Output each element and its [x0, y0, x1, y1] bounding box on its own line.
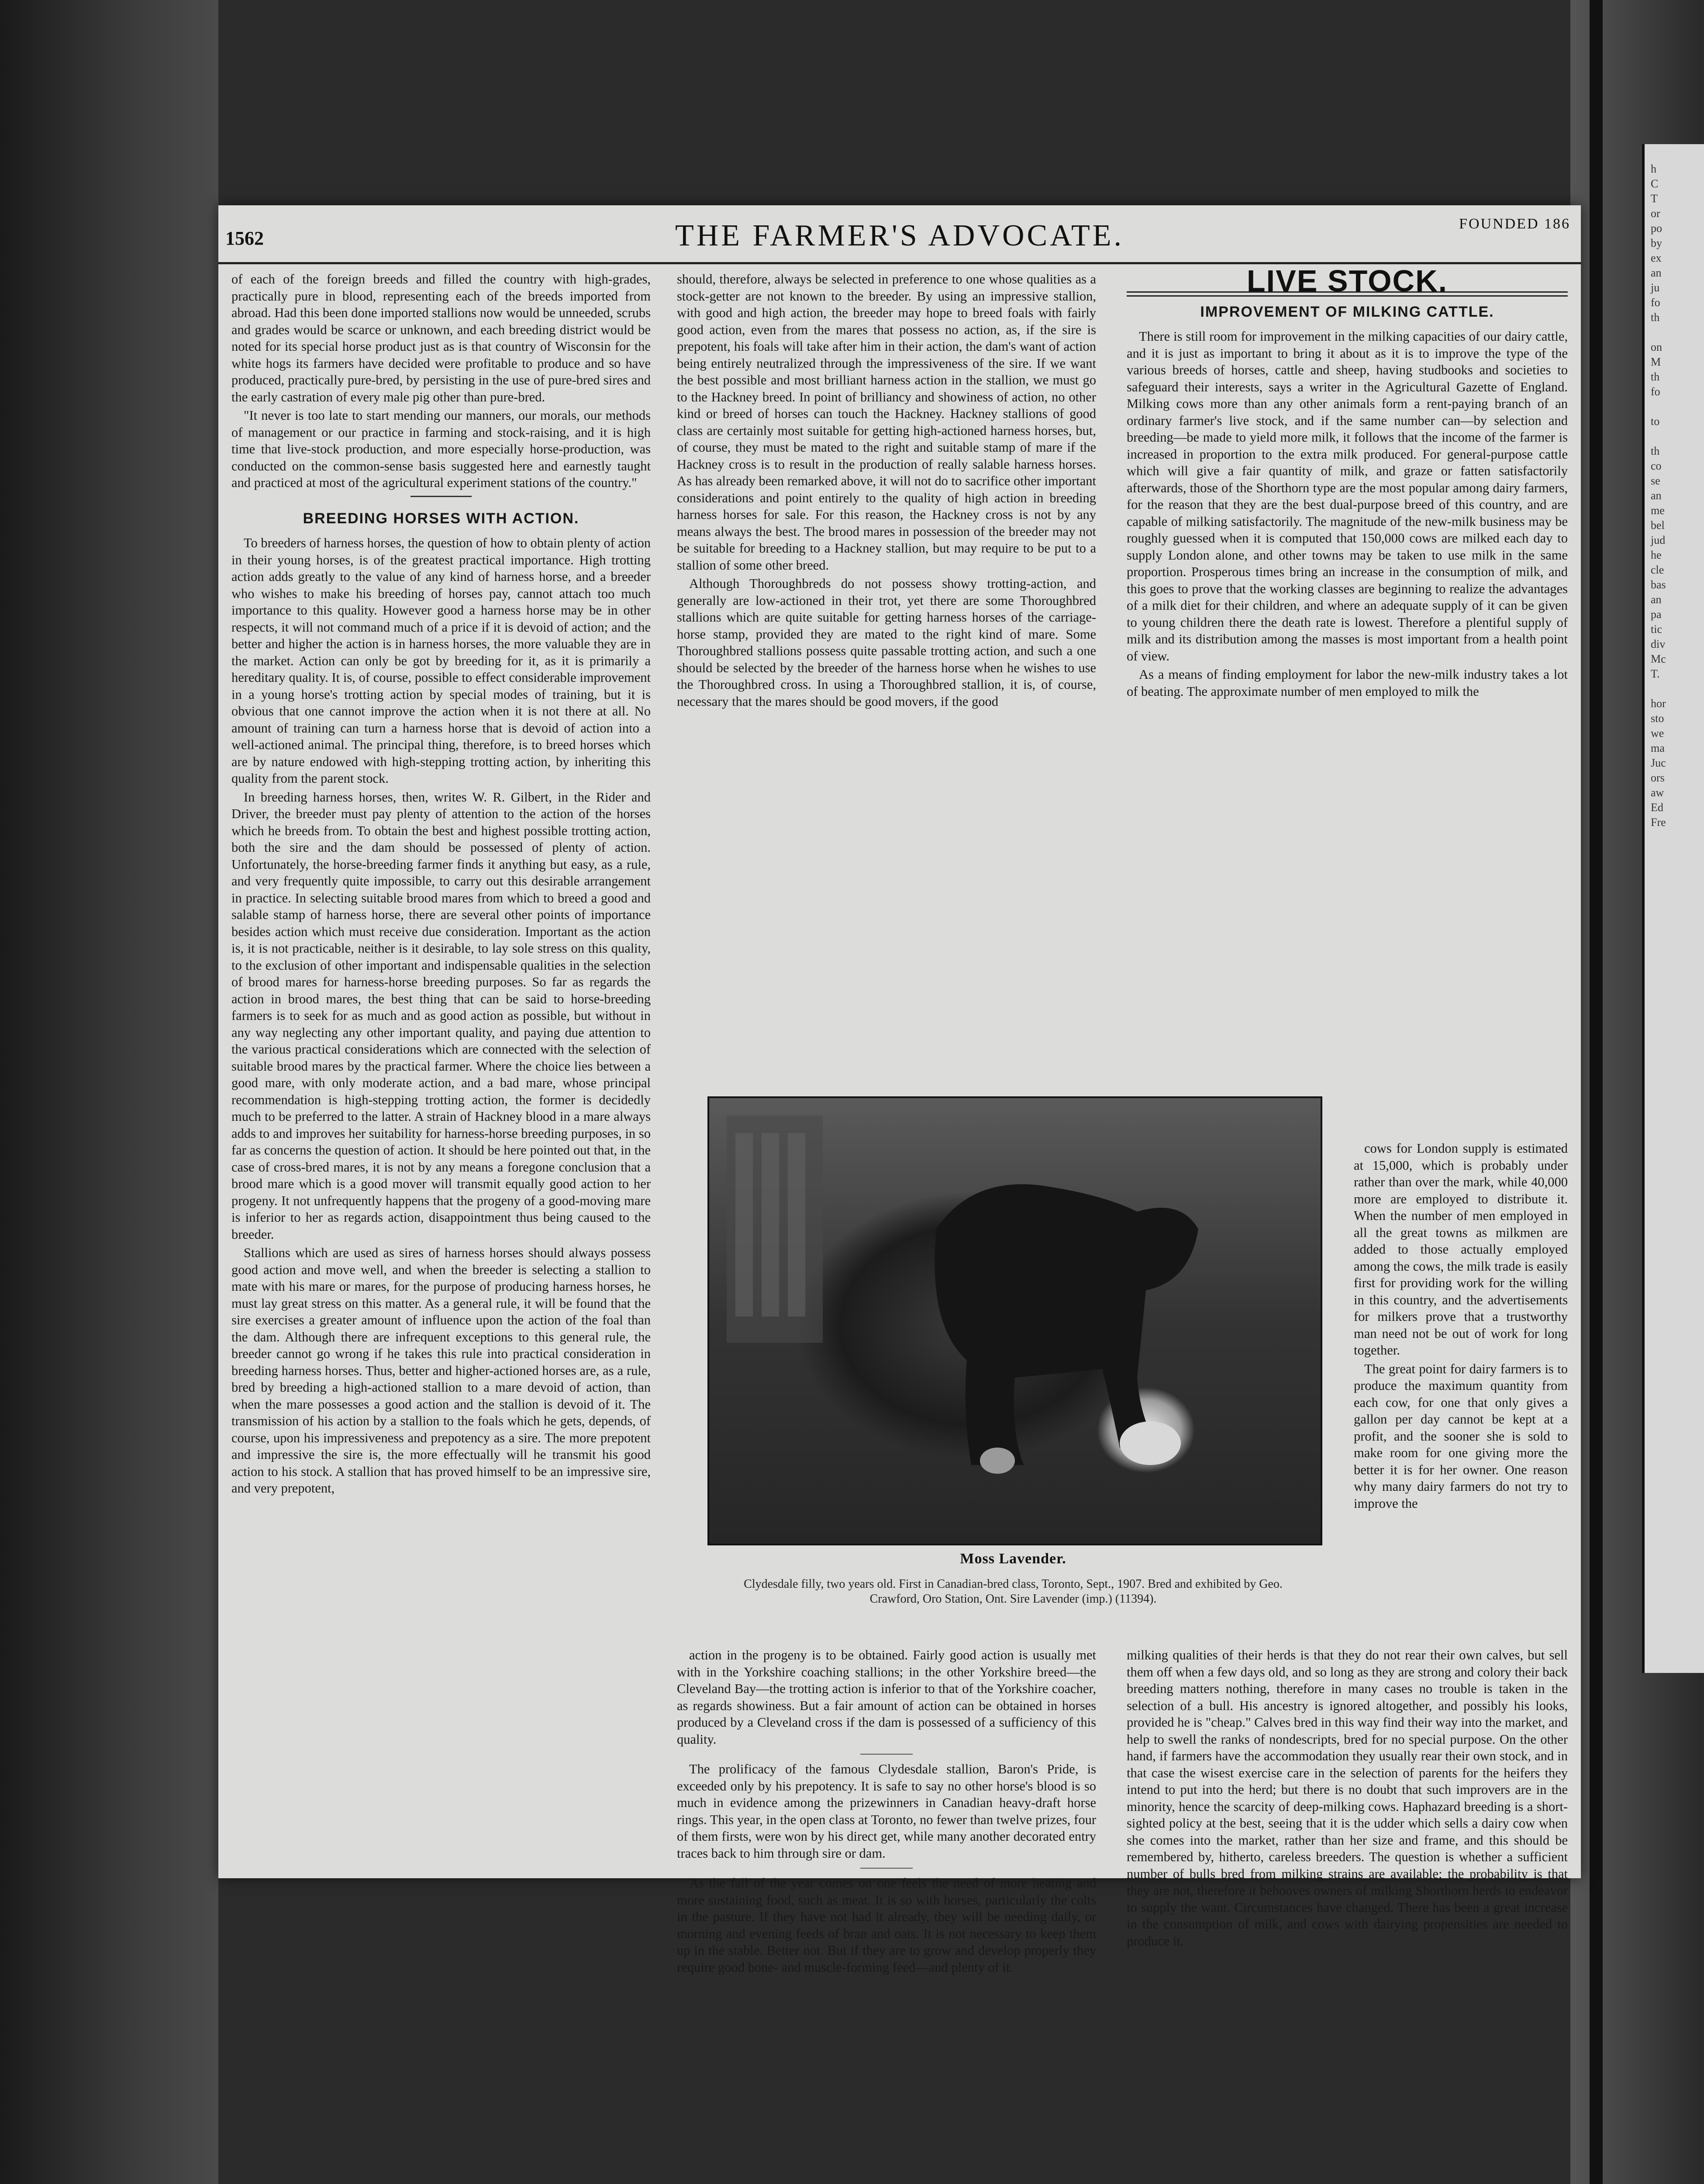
- divider: [860, 1754, 913, 1755]
- paragraph: Although Thoroughbreds do not possess showy trotting-action, and generally are low-actioned in their trot, yet there are some Thoroughbred stallions which are quite suitable for getting harness horses of the carriage-horse stamp, provided they are mated to the right kind of mare. Some Thoroughbred stallions possess quite passable trotting action, and such a one should be selected by the breeder of the harness horse when he wishes to use the Thoroughbred cross. In using a Thoroughbred stallion, it is, of course, necessary that the mares should be good movers, if the good: [677, 576, 1096, 709]
- paragraph: The great point for dairy farmers is to produce the maximum quantity from each cow, for one that only gives a gallon per day cannot be kept at a profit, and the sooner she is sold to make room for one giving more the better it is for her owner. One reason why many dairy farmers do not try to improve the: [1354, 1361, 1568, 1511]
- paragraph: To breeders of harness horses, the question of how to obtain plenty of action in their young horses, is of the greatest practical importance. High trotting action adds greatly to the value of any kind of harness horse, and a breeder who wishes to make his breeding of horses pay, cannot attach too much importance to this quality. However good a harness horse may be in other respects, it will not command much of a price if it is devoid of action; and the better and higher the action is in harness horses, the more valuable they are in the market. Action can only be got by breeding for it, as it is primarily a hereditary quality. It is, of course, possible to effect considerable improvement in a young horse's trotting action by special modes of training, but it is obvious that one cannot improve the action when it is not there at all. No amount of training can turn a harness horse that is devoid of action into a well-actioned animal. The principal thing, therefore, is to breed horses which are by nature endowed with high-stepping trotting action, by inheriting this quality from the parent stock.: [231, 536, 651, 786]
- column-3-wrap: [1354, 1140, 1568, 1642]
- page-header: [218, 205, 1581, 264]
- photo-block: [707, 1096, 1319, 1642]
- divider: [410, 496, 472, 497]
- paragraph: action in the progeny is to be obtained. Fairly good action is usually met with in the Yorkshire coaching stallions; in the other Yorkshire breed—the Cleveland Bay—the trotting action is inferior to that of the Yorkshire coacher, as regards showiness. But a fair amount of action can be obtained in horses produced by a Cleveland cross if the dam is possessed of a sufficiency of this quality.: [677, 1648, 1096, 1747]
- paragraph: should, therefore, always be selected in preference to one whose qualities as a stock-getter are not known to the breeder. By using an impressive stallion, with good and high action, the breeder may hope to breed foals with fairly good action, even from the mares that possess no action, as, if the sire is prepotent, his foals will take after him in their action, the dam's want of action being entirely neutralized through the impressiveness of the sire. If we want the best possible and most brilliant harness action in the stallion, we must go to the Hackney breed. In point of brilliancy and showiness of action, no other kind or breed of horses can touch the Hackney. Hackney stallions of good class are certainly most suitable for getting high-actioned harness horses, but, of course, they must be mated to the right and suitable stamp of mare if the Hackney cross is to result in the production of really salable harness horses. As has already been remarked above, it will not do to sacrifice other important considerations and point entirely to the quality of high action in breeding harness horses for sale. For this reason, the Hackney cross is not by any means always the best. The brood mares in possession of the breeder may not be suitable for breeding to a Hackney stallion, but may require to be put to a stallion of some other breed.: [677, 272, 1096, 573]
- horse-photograph: [707, 1096, 1322, 1545]
- divider: [860, 1868, 913, 1869]
- page-number: 1562: [225, 228, 264, 249]
- paragraph: The prolificacy of the famous Clydesdale stallion, Baron's Pride, is exceeded only by his prepotency. It is safe to say no other horse's blood is so much in evidence among the prizewinners in Canadian heavy-draft horse rings. This year, in the open class at Toronto, no fewer than twelve prizes, four of them firsts, were won by his direct get, while many another decorated entry traces back to him through sire or dam.: [677, 1762, 1096, 1861]
- article-heading-breeding-horses: BREEDING HORSES WITH ACTION.: [303, 510, 579, 527]
- scan-background-left: [0, 0, 218, 2184]
- paragraph: As the fall of the year comes on one feels the need of more heating and more sustaining food, such as meat. It is so with horses, particularly the colts in the pasture. If they have not had it already, they will be needing daily, or morning and evening feeds of bran and oats. It is not necessary to keep them up in the stable. Better not. But if they are to grow and develop properly they require good bone- and muscle-forming feed—and plenty of it.: [677, 1876, 1096, 1975]
- paragraph: of each of the foreign breeds and filled the country with high-grades, practically pure in blood, representing each of the breeds imported from abroad. Had this been done imported stallions now would be unneeded, scrubs and grades would be scarce or unknown, and each breeding district would be noted for its special horse product just as is that country of Wisconsin for the white hogs its farmers have decided were profitable to produce and so have produced, practically pure-bred, by persisting in the use of pure-bred sires and the early castration of every male pig other than pure-bred.: [231, 272, 651, 404]
- paragraph: Stallions which are used as sires of harness horses should always possess good action and move well, and when the breeder is selecting a stallion to mate with his mare or mares, for the purpose of producing harness horses, he must lay great stress on this matter. As a general rule, it will be found that the sire exercises a greater amount of influence upon the action of the foal than the dam. Although there are infrequent exceptions to this general rule, the breeder cannot go wrong if he takes this rule into practical consideration in breeding harness horses. Thus, better and higher-actioned horses are, as a rule, bred by breeding a high-actioned stallion to a mare devoid of action, than when the mare possesses a good action and the stallion is devoid of it. The transmission of his action by a stallion to the foals which he gets, depends, of course, upon his impressiveness and prepotency as a sire. The more prepotent and impressive the sire is, the more effectually will he transmit his good action to his stock. A stallion that has proved himself to be an impressive sire, and very prepotent,: [231, 1245, 651, 1496]
- paragraph: "It never is too late to start mending our manners, our morals, our methods of management or our practice in farming and stock-raising, and it is high time that live-stock production, and more especially horse-production, was conducted on the common-sense basis suggested here and earnestly taught and practiced at most of the agricultural experiment stations of the country.": [231, 408, 651, 490]
- horse-silhouette-image: [709, 1098, 1317, 1540]
- founded-label: FOUNDED 186: [1459, 216, 1570, 232]
- page-binding-edge: [1590, 0, 1603, 2184]
- section-title-live-stock: LIVE STOCK.: [1246, 264, 1448, 298]
- column-3: [1127, 264, 1568, 1136]
- photo-title: Moss Lavender.: [960, 1551, 1066, 1567]
- adjacent-page-text: h C T or po by ex an ju fo th on M th fo to th co se an me bel jud he cle bas an pa tic div Mc T. hor sto we ma Juc ors aw Ed Fre: [1651, 162, 1666, 829]
- photo-caption: Clydesdale filly, two years old. First in Canadian-bred class, Toronto, Sept., 1907. Bred and exhibited by Geo. Crawford, Oro Station, Ont. Sire Lavender (imp.) (11394).: [744, 1577, 1283, 1606]
- column-2-lower: [677, 1647, 1096, 1975]
- column-3-lower: [1127, 1647, 1568, 1949]
- column-2: [677, 271, 1096, 1101]
- paragraph: cows for London supply is estimated at 15,000, which is probably under rather than over the mark, while 40,000 more are employed to distribute it. When the number of men employed in all the great towns as milkmen are added to those actually employed among the cows, the milk trade is easily first for providing work for the willing in this country, and the advertisements for milkers prove that a trustworthy man need not be out of work for long together.: [1354, 1141, 1568, 1358]
- paragraph: milking qualities of their herds is that they do not rear their own calves, but sell them off when a few days old, and so long as they are strong and colory their back breeding matters nothing, therefore in many cases no trouble is taken in the selection of a bull. His ancestry is ignored altogether, and possibly his looks, provided he is "cheap." Calves bred in this way find their way into the market, and help to swell the ranks of nondescripts, bred for no special purpose. On the other hand, if farmers have the accommodation they usually rear their own stock, and in that case the wisest exercise care in the selection of parents for the heifers they intend to put into the herd; but there is no doubt that such improvers are in the minority, hence the scarcity of deep-milking cows. Haphazard breeding is a short-sighted policy at the best, seeing that it is the udder which sells a dairy cow when she comes into the market, rather than her size and frame, and this should be remembered by, hitherto, careless breeders. The question is whether a sufficient number of bulls bred from milking strains are available; the probability is that they are not, therefore it behooves owners of milking Shorthorn herds to endeavor to supply the want. Circumstances have changed. There has been a great increase in the consumption of milk, and cows with dairying propensities are needed to produce it.: [1127, 1648, 1568, 1949]
- article-heading-milking-cattle: IMPROVEMENT OF MILKING CATTLE.: [1200, 303, 1494, 320]
- column-1: [231, 271, 651, 1861]
- newspaper-title: THE FARMER'S ADVOCATE.: [675, 219, 1125, 252]
- paragraph: There is still room for improvement in the milking capacities of our dairy cattle, and it is just as important to bring it about as it is to improve the type of the various breeds of horses, cattle and sheep, having studbooks and societies to safeguard their interests, says a writer in the Agricultural Gazette of England. Milking cows more than any other animals form a rent-paying branch of an ordinary farmer's live stock, and if the same number can—by selection and breeding—be made to yield more milk, it follows that the income of the farmer is increased in proportion to the extra milk produced. For general-purpose cattle which will give a fair quantity of milk, and graze or fatten satisfactorily afterwards, those of the Shorthorn type are the most popular among dairy farmers, for the reason that they are the best dual-purpose breed of this country, and are capable of milking satisfactorily. The magnitude of the new-milk business may be roughly guessed when it is computed that 150,000 cows are milked each day to supply London alone, and other towns may be taken to use milk in the same proportion. Prosperous times bring an increase in the consumption of milk, and this goes to prove that the working classes are beginning to realize the advantages of a milk diet for their children, and where an adequate supply of it can be given to young children there the death rate is lowest. Therefore a plentiful supply of milk and its distribution among the masses is most important from a health point of view.: [1127, 329, 1568, 663]
- newspaper-page: [218, 205, 1581, 1975]
- paragraph: As a means of finding employment for labor the new-milk industry takes a lot of beating. The approximate number of men employed to milk the: [1127, 667, 1568, 699]
- adjacent-page-fragment: [1642, 144, 1704, 1673]
- paragraph: In breeding harness horses, then, writes W. R. Gilbert, in the Rider and Driver, the breeder must pay plenty of attention to the action of the horses which he breeds from. To obtain the best and highest possible trotting action, both the sire and the dam should be possessed of plenty of action. Unfortunately, the horse-breeding farmer finds it anything but easy, as a rule, and very frequently quite impossible, to carry out this desirable arrangement in practice. In selecting suitable brood mares from which to breed a good and salable stamp of harness horse, there are several other points of importance besides action which must receive due consideration. Important as the action is, it is not practicable, neither is it desirable, to lay sole stress on this quality, to the exclusion of other important and indispensable qualities in the selection of brood mares for harness-horse breeding purposes. So far as regards the action in brood mares, the best thing that can be said to horse-breeding farmers is to seek for as much and as good action as possible, but without in any way neglecting any other important quality, and paying due attention to the various practical considerations which are connected with the selection of suitable brood mares by the practical farmer. Where the choice lies between a good mare, with only moderate action, and a bad mare, whose principal recommendation is high-stepping trotting action, the former is decidedly much to be preferred to the latter. A strain of Hackney blood in a mare always adds to and improves her suitability for harness-horse breeding purposes, in so far as concerns the question of action. It should be here pointed out that, in the case of cross-bred mares, it is not by any means a foregone conclusion that a brood mare which is a good mover will transmit equally good action to her progeny. It not unfrequently happens that the progeny of a good-moving mare is inferior to her as regards action, disappointment thus being caused to the breeder.: [231, 789, 651, 1242]
